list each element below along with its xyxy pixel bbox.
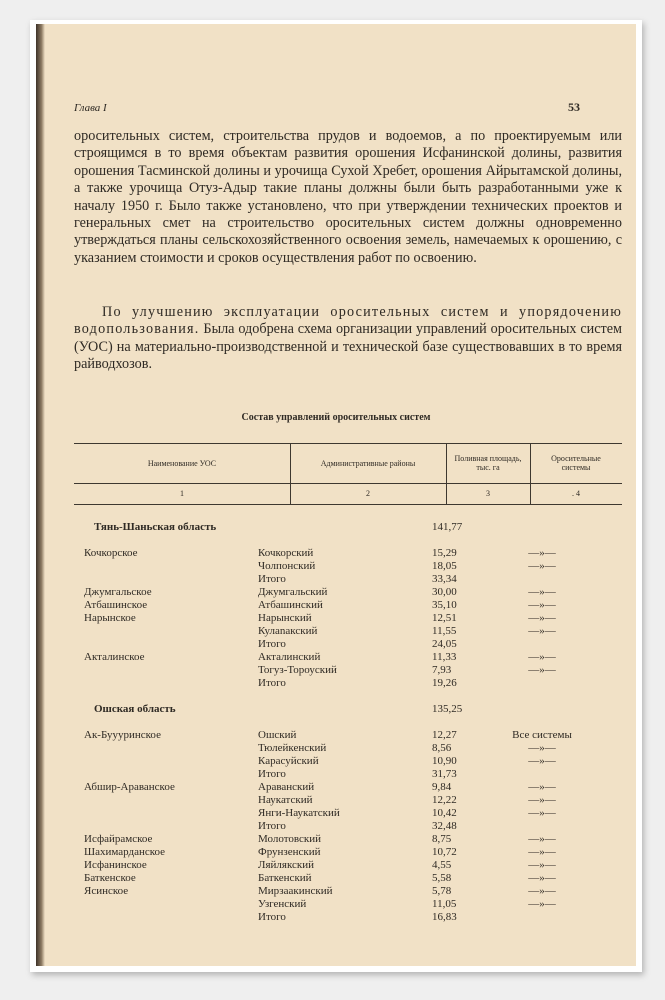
cell-district: Янги-Наукатский [258,807,340,819]
cell-uos: Исфайрамское [84,833,153,845]
cell-district: Итого [258,677,286,689]
cell-systems: —»— [528,872,556,884]
paragraph-2-rest: Была одобрена схема организации управлений оросительных систем (УОС) на материально-производственной и технической базе существовавших в то время райводхозов. [74,321,622,373]
cell-systems: —»— [528,599,556,611]
cell-district: Чолпонский [258,560,316,572]
cell-systems: —»— [528,807,556,819]
cell-area: 8,75 [432,833,452,845]
cell-area: 16,83 [432,911,457,923]
cell-uos: Баткенское [84,872,136,884]
cell-district: Ошский [258,729,297,741]
cell-area: 35,10 [432,599,457,611]
cell-area: 11,33 [432,651,457,663]
cell-area: 5,78 [432,885,452,897]
cell-district: Карасуйский [258,755,319,767]
paragraph-2-lead: По улучшению эксплуатации оросительных систем и упорядочению водопользования. [74,304,622,338]
table-row [36,690,636,703]
table-title: Состав управлений оросительных систем [241,412,431,423]
table-region-row [36,521,636,534]
cell-area: 11,05 [432,898,457,910]
cell-district: Араванский [258,781,315,793]
table-row [36,534,636,547]
cell-area: 18,05 [432,560,457,572]
table-row [36,885,636,898]
cell-uos: Атбашинское [84,599,148,611]
cell-area: 10,72 [432,846,457,858]
cell-district: Итого [258,573,286,585]
table-header-rule [74,483,622,484]
cell-area: 12,22 [432,794,457,806]
table-row [36,742,636,755]
table-row [36,716,636,729]
table-row [36,911,636,924]
cell-area: 4,55 [432,859,452,871]
cell-uos: Нарынское [84,612,136,624]
cell-area: 32,48 [432,820,457,832]
cell-district: Итого [258,911,286,923]
table-row [36,833,636,846]
table-row [36,547,636,560]
table-number-rule [74,504,622,505]
cell-systems: —»— [528,560,556,572]
table-row [36,898,636,911]
cell-systems: —»— [528,742,556,754]
table-row [36,794,636,807]
column-header-uos: Наименование УОС [147,458,217,468]
cell-area: 7,93 [432,664,452,676]
cell-area: 135,25 [432,703,463,715]
column-number: 2 [366,489,370,498]
cell-district: Акталинский [258,651,321,663]
cell-district: Ляйлякский [258,859,315,871]
cell-systems: —»— [528,664,556,676]
cell-area: 10,42 [432,807,457,819]
cell-area: 9,84 [432,781,452,793]
table-row [36,573,636,586]
table-row [36,872,636,885]
cell-district: Атбашинский [258,599,323,611]
column-header-districts: Административные районы [320,458,416,468]
cell-systems: —»— [528,794,556,806]
cell-area: 141,77 [432,521,463,533]
cell-district: Узгенский [258,898,307,910]
cell-uos: Исфанинское [84,859,147,871]
cell-area: 8,56 [432,742,452,754]
cell-uos: Кочкорское [84,547,138,559]
cell-systems: —»— [528,898,556,910]
cell-district: Итого [258,768,286,780]
cell-area: 19,26 [432,677,457,689]
cell-area: 31,73 [432,768,457,780]
table-row [36,625,636,638]
cell-district: Баткенский [258,872,312,884]
cell-district: Мирзаакинский [258,885,333,897]
cell-uos: Ошская область [94,703,176,715]
cell-district: Итого [258,638,286,650]
table-row [36,859,636,872]
cell-district: Кулanакский [258,625,318,637]
cell-systems: —»— [528,846,556,858]
cell-district: Кочкорский [258,547,314,559]
column-header-systems: Оросительные системы [551,454,601,472]
column-number: . 4 [572,489,580,498]
cell-systems: —»— [528,651,556,663]
cell-uos: Акталинское [84,651,145,663]
page-number: 53 [568,100,580,114]
cell-uos: Ясинское [84,885,129,897]
running-head: Глава I [74,102,107,114]
column-header-area: Поливная площадь, тыс. га [454,454,522,472]
cell-systems: —»— [528,859,556,871]
cell-district: Молотовский [258,833,321,845]
cell-district: Итого [258,820,286,832]
cell-uos: Ак-Буууринское [84,729,161,741]
table-header [74,443,622,505]
cell-systems: —»— [528,885,556,897]
cell-district: Тюлейкенский [258,742,327,754]
cell-district: Тогуз-Тороуский [258,664,337,676]
cell-area: 12,51 [432,612,457,624]
table-row [36,586,636,599]
cell-systems: Все системы [512,729,572,741]
cell-uos: Тянь-Шаньская область [94,521,217,533]
cell-uos: Джумгальское [84,586,152,598]
table-region-row [36,703,636,716]
table-row [36,807,636,820]
table-row [36,664,636,677]
paragraph-1: оросительных систем, строительства прудов и водоемов, а по проектируемым или строящимся в то время объектам развития орошения Исфанинской долины, развития орошения Тасминской долины и урочища Сухой Хребет, орошения Айрытамской долины, а также урочища Отуз-Адыр такие планы должны были быть разработанными уже к началу 1950 г. Было также установлено, что при утверждении технических проектов и генеральных смет на строительство оросительных систем должны одновременно утверждаться планы сельскохозяйственного освоения земель, намечаемых к орошению, с указанием стоимости и сроков осуществления работ по освоению. [74,128,622,266]
table-row [36,781,636,794]
cell-area: 30,00 [432,586,457,598]
table-row [36,599,636,612]
cell-area: 10,90 [432,755,457,767]
cell-area: 24,05 [432,638,457,650]
table-row [36,677,636,690]
cell-area: 15,29 [432,547,457,559]
cell-systems: —»— [528,781,556,793]
table-row [36,729,636,742]
cell-systems: —»— [528,625,556,637]
table-row [36,846,636,859]
table-row [36,820,636,833]
cell-area: 33,34 [432,573,457,585]
cell-area: 5,58 [432,872,452,884]
cell-uos: Абшир-Араванское [84,781,175,793]
table-row [36,560,636,573]
cell-district: Нарынский [258,612,312,624]
cell-uos: Шахимарданское [84,846,166,858]
cell-systems: —»— [528,612,556,624]
cell-systems: —»— [528,586,556,598]
table-row [36,768,636,781]
cell-area: 12,27 [432,729,457,741]
cell-systems: —»— [528,755,556,767]
table-row [36,755,636,768]
book-page [36,24,636,966]
paragraph-2 [74,304,622,374]
cell-systems: —»— [528,547,556,559]
cell-district: Фрунзенский [258,846,321,858]
column-number: 3 [486,489,490,498]
cell-systems: —»— [528,833,556,845]
table-row [36,651,636,664]
cell-district: Наукатский [258,794,313,806]
table-row [36,612,636,625]
table-row [36,638,636,651]
cell-area: 11,55 [432,625,457,637]
cell-district: Джумгальский [258,586,328,598]
column-number: 1 [180,489,184,498]
